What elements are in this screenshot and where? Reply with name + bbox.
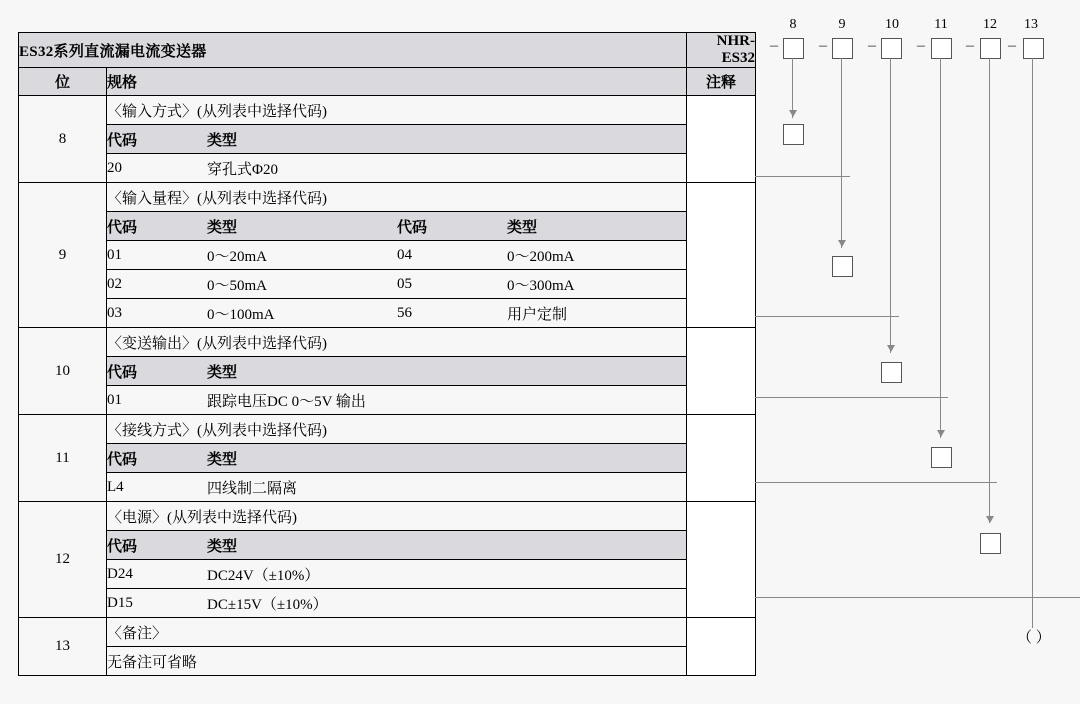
model-code: NHR-ES32 xyxy=(687,33,756,68)
connector-line-12 xyxy=(989,58,990,523)
option-code: 03 xyxy=(107,304,122,321)
connector-arrow-9 xyxy=(838,240,846,247)
column-header-spec: 规格 xyxy=(107,68,687,96)
position-12: 12 xyxy=(19,502,107,618)
option-type: 0～100mA xyxy=(207,306,275,323)
subheader-type-2: 类型 xyxy=(507,212,686,241)
note-cell-9 xyxy=(687,183,756,328)
connector-line-8 xyxy=(792,58,793,118)
position-9: 9 xyxy=(19,183,107,328)
table-header-row xyxy=(19,68,756,96)
option-code: 05 xyxy=(397,270,507,299)
note-cell-11 xyxy=(687,415,756,502)
note-cell-10 xyxy=(687,328,756,415)
option-code: 01 xyxy=(107,391,122,408)
section-13-note: 无备注可省略 xyxy=(107,654,198,671)
subheader-code: 代码 xyxy=(107,531,207,560)
subheader-type: 类型 xyxy=(207,357,686,386)
diagram-label-10: 10 xyxy=(885,17,899,32)
subheader-code: 代码 xyxy=(107,125,207,154)
connector-arrow-12 xyxy=(986,516,994,523)
option-type: 0～50mA xyxy=(207,270,397,299)
subheader-code: 代码 xyxy=(107,444,207,473)
target-slot-10[interactable] xyxy=(881,362,902,383)
table-row xyxy=(19,183,756,328)
position-10: 10 xyxy=(19,328,107,415)
connector-line-10 xyxy=(890,58,891,353)
code-slot-11[interactable] xyxy=(931,38,952,59)
option-type: 穿孔式Φ20 xyxy=(207,161,278,178)
section-9-description: 〈输入量程〉(从列表中选择代码) xyxy=(107,183,686,212)
option-type: 用户定制 xyxy=(507,306,568,323)
connector-line-11 xyxy=(940,58,941,438)
subheader-type: 类型 xyxy=(207,531,686,560)
diagram-label-13: 13 xyxy=(1024,17,1038,32)
section-9-detail xyxy=(107,183,686,327)
table-row xyxy=(19,502,756,618)
section-13-detail xyxy=(107,618,686,675)
section-11-detail xyxy=(107,415,686,501)
option-code: D15 xyxy=(107,594,133,611)
option-code: 02 xyxy=(107,270,207,299)
option-type: 四线制二隔离 xyxy=(207,480,298,497)
subheader-type: 类型 xyxy=(207,444,686,473)
table-row xyxy=(19,618,756,676)
diagram-separator: – xyxy=(770,37,778,54)
connector-arrow-11 xyxy=(937,430,945,437)
specification-table xyxy=(18,32,756,676)
option-code: 04 xyxy=(397,241,507,270)
note-cell-12 xyxy=(687,502,756,618)
subheader-code-2: 代码 xyxy=(397,212,507,241)
section-11-description: 〈接线方式〉(从列表中选择代码) xyxy=(107,415,686,444)
position-8: 8 xyxy=(19,96,107,183)
table-title-row xyxy=(19,33,756,68)
diagram-separator: – xyxy=(966,37,974,54)
section-12-description: 〈电源〉(从列表中选择代码) xyxy=(107,502,686,531)
note-cell-13 xyxy=(687,618,756,676)
diagram-separator: – xyxy=(868,37,876,54)
code-slot-12[interactable] xyxy=(980,38,1001,59)
diagram-separator: – xyxy=(917,37,925,54)
option-code: 20 xyxy=(107,159,122,176)
option-code: L4 xyxy=(107,478,124,495)
table-row xyxy=(19,328,756,415)
code-slot-13[interactable] xyxy=(1023,38,1044,59)
section-divider-8 xyxy=(755,176,850,177)
subheader-code: 代码 xyxy=(107,357,207,386)
optional-marker-13: （ ） xyxy=(1017,630,1051,646)
section-8-detail xyxy=(107,96,686,182)
column-header-position: 位 xyxy=(19,68,107,96)
target-slot-11[interactable] xyxy=(931,447,952,468)
subheader-type: 类型 xyxy=(207,212,397,241)
section-divider-11 xyxy=(755,482,997,483)
section-10-detail xyxy=(107,328,686,414)
connector-arrow-10 xyxy=(887,345,895,352)
diagram-separator: – xyxy=(1008,37,1016,54)
section-divider-9 xyxy=(755,316,899,317)
document-title: ES32系列直流漏电流变送器 xyxy=(19,33,687,68)
section-12-detail xyxy=(107,502,686,617)
diagram-label-9: 9 xyxy=(838,17,846,32)
section-13-description: 〈备注〉 xyxy=(107,618,686,647)
option-code: 01 xyxy=(107,241,207,270)
subheader-code: 代码 xyxy=(107,212,207,241)
code-slot-8[interactable] xyxy=(783,38,804,59)
connector-line-13 xyxy=(1032,58,1033,628)
option-type: 0～200mA xyxy=(507,241,686,270)
option-code: 56 xyxy=(397,304,412,321)
target-slot-9[interactable] xyxy=(832,256,853,277)
target-slot-12[interactable] xyxy=(980,533,1001,554)
section-8-description: 〈输入方式〉(从列表中选择代码) xyxy=(107,96,686,125)
table-row xyxy=(19,415,756,502)
position-13: 13 xyxy=(19,618,107,676)
connector-line-9 xyxy=(841,58,842,248)
target-slot-8[interactable] xyxy=(783,124,804,145)
section-divider-10 xyxy=(755,397,948,398)
option-code: D24 xyxy=(107,560,207,589)
section-10-description: 〈变送输出〉(从列表中选择代码) xyxy=(107,328,686,357)
subheader-type: 类型 xyxy=(207,125,686,154)
diagram-separator: – xyxy=(819,37,827,54)
column-header-note: 注释 xyxy=(687,68,756,96)
diagram-label-11: 11 xyxy=(934,17,948,32)
connector-arrow-8 xyxy=(789,110,797,117)
option-type: 跟踪电压DC 0～5V 输出 xyxy=(207,393,366,410)
option-type: DC±15V（±10%） xyxy=(207,596,328,613)
note-cell-8 xyxy=(687,96,756,183)
code-slot-10[interactable] xyxy=(881,38,902,59)
table-row xyxy=(19,96,756,183)
option-type: 0～20mA xyxy=(207,241,397,270)
code-structure-diagram xyxy=(755,0,1080,704)
diagram-label-8: 8 xyxy=(789,17,797,32)
code-slot-9[interactable] xyxy=(832,38,853,59)
position-11: 11 xyxy=(19,415,107,502)
diagram-label-12: 12 xyxy=(983,17,997,32)
option-type: DC24V（±10%） xyxy=(207,560,686,589)
option-type: 0～300mA xyxy=(507,270,686,299)
